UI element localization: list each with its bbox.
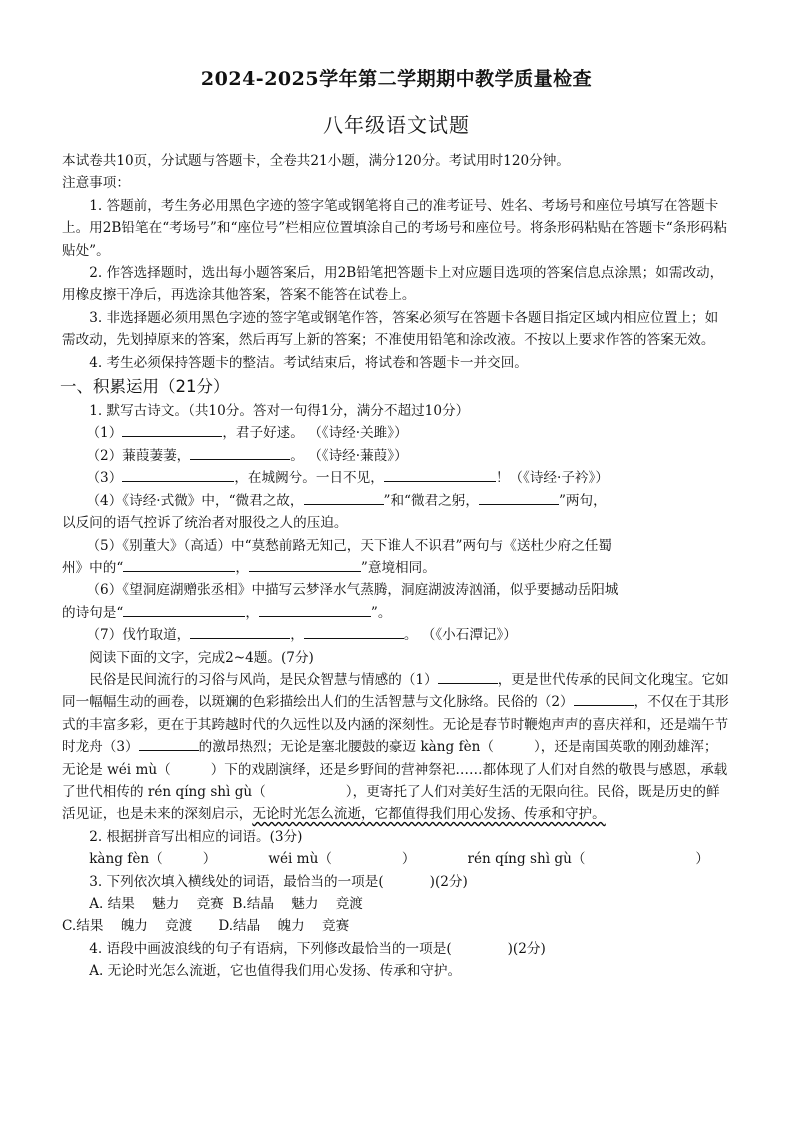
option-c[interactable]: C.结果 魄力 竞渡 [62, 918, 193, 935]
intro-line: 本试卷共10页，分试题与答题卡，全卷共21小题，满分120分。考试用时120分钟。 [62, 153, 570, 169]
passage-text: ，更是世代传承的民间文化瑰宝。它如同一幅幅生动的画卷，以斑斓的色彩描绘出人们的生活智慧与文化脉络。民俗的（2） [62, 671, 729, 711]
q1-item-3-text: ，在城阙兮。一日不见， [234, 470, 384, 487]
q1-item-4-cont: 以反问的语气控诉了统治者对服役之人的压迫。 [62, 515, 348, 532]
passage-text: 民俗是民间流行的习俗与风尚，是民众智慧与情感的（1） [89, 671, 438, 688]
notice-title: 注意事项： [62, 175, 130, 192]
q4-stem-text: 4. 语段中画波浪线的句子有语病，下列修改最恰当的一项是( [89, 940, 452, 957]
q1-item-5: （5）《别董大》（高适）中“莫愁前路无知己，天下谁人不识君”两句与《送杜少府之任蜀 [86, 537, 612, 554]
passage-text: 的激昂热烈；无论是塞北腰鼓的豪迈 kàng fèn（ [198, 739, 494, 756]
q3-score: )(2分) [429, 873, 468, 890]
passage-text: ，不仅在于其形式的丰富多彩，更在于其跨越时代的久远性以及内涵的深刻性。无论是春节时鞭炮声声的喜庆祥和，还是端午节时龙舟（3） [62, 694, 729, 756]
q1-item-5-text: 州》中的“ [62, 559, 124, 576]
q1-item-5-cont [62, 557, 730, 579]
option-d[interactable]: D.结晶 魄力 竞赛 [218, 918, 350, 935]
option-a[interactable]: A. 结果 魅力 竞赛 [89, 896, 224, 912]
q1-item-7 [62, 624, 730, 646]
paren-close: ） [202, 851, 217, 868]
notice-item-1: 1. 答题前，考生务必用黑色字迹的签字笔或钢笔将自己的准考证号、姓名、考场号和座位号填写在答题卡上。用2B铅笔在“考场号”和“座位号”栏相应位置填涂自己的考场号和座位号。将条形码粘贴在答题卡“条形码粘贴处”。 [62, 197, 728, 259]
q1-item-3 [62, 467, 730, 489]
q1-item-3-source: ！（《诗经·子衿》） [495, 470, 609, 487]
paren-close: ） [401, 851, 416, 868]
answer-blank[interactable] [190, 445, 290, 460]
q3-options-ab [62, 893, 730, 915]
pinyin-label: kàng fèn（ [89, 851, 163, 868]
q1-item-1-text: ，君子好逑。 （《诗经·关雎》） [222, 425, 408, 442]
q1-item-2 [62, 445, 730, 467]
option-b[interactable]: B.结晶 魅力 竞渡 [232, 896, 363, 912]
q1-item-6-cont [62, 602, 730, 624]
q1-item-6-post: ”。 [370, 604, 392, 621]
answer-blank[interactable] [123, 602, 245, 617]
reading-passage [62, 669, 730, 826]
answer-blank[interactable] [122, 467, 234, 482]
q3-stem [62, 871, 730, 893]
q1-item-2-source: 。 （《诗经·蒹葭》） [290, 447, 408, 464]
q1-stem: 1. 默写古诗文。（共10分。答对一句得1分，满分不超过10分） [89, 403, 470, 420]
q1-item-2-text: （2）蒹葭萋萋， [86, 447, 191, 464]
answer-blank[interactable] [304, 624, 404, 639]
q1-item-6-text: 的诗句是“ [62, 604, 124, 621]
pinyin-label: rén qíng shì gù（ [467, 851, 586, 868]
q1-item-3-num: （3） [86, 470, 123, 487]
q1-item-4-post: ”两句， [558, 492, 607, 509]
q1-item-6: （6）《望洞庭湖赠张丞相》中描写云梦泽水气蒸腾，洞庭湖波涛汹涌，似乎要撼动岳阳城 [86, 582, 619, 599]
paren-close: ） [695, 851, 710, 868]
q3-options-cd [62, 915, 730, 937]
answer-blank[interactable] [190, 624, 290, 639]
q1-item-5-mid: ， [235, 559, 249, 576]
q4-option-a[interactable]: A. 无论时光怎么流逝，它也值得我们用心发扬、传承和守护。 [89, 963, 462, 980]
answer-blank[interactable] [384, 467, 496, 482]
answer-blank[interactable] [249, 557, 361, 572]
answer-blank[interactable] [123, 557, 235, 572]
wavy-underlined-sentence: 无论时光怎么流逝，它都值得我们用心发扬、传承和守护。 [252, 806, 606, 823]
q1-item-1 [62, 422, 730, 444]
reading-intro: 阅读下面的文字，完成2~4题。(7分) [89, 649, 314, 666]
answer-blank[interactable] [259, 602, 371, 617]
q1-item-6-mid: ， [245, 604, 259, 621]
q2-pinyin-row [62, 848, 730, 870]
exam-content [62, 150, 730, 983]
q4-stem [62, 938, 730, 960]
q1-item-4-text: （4）《诗经·式微》中，“微君之故， [86, 492, 304, 509]
notice-item-2: 2. 作答选择题时，选出每小题答案后，用2B铅笔把答题卡上对应题目选项的答案信息点涂黑；如需改动，用橡皮擦干净后，再选涂其他答案，答案不能答在试卷上。 [62, 265, 724, 304]
q4-score: )(2分) [507, 940, 546, 957]
q1-item-7-text: （7）伐竹取道， [86, 627, 191, 644]
exam-title: 2024-2025学年第二学期期中教学质量检查 [200, 68, 593, 90]
notice-item-4: 4. 考生必须保持答题卡的整洁。考试结束后，将试卷和答题卡一并交回。 [89, 354, 528, 371]
answer-blank[interactable] [479, 490, 559, 505]
section-heading: 一、积累运用（21分） [60, 377, 230, 397]
answer-blank[interactable] [574, 691, 634, 706]
passage-text: ）下的戏剧演绎，还是乡野间的营神祭祀……都体现了人们对自然的敬畏与感恩，承载了世代相传的 rén qíng shì gù（ [62, 761, 728, 800]
q1-item-4 [62, 490, 730, 512]
notice-item-3: 3. 非选择题必须用黑色字迹的签字笔或钢笔作答，答案必须写在答题卡各题目指定区域内相应位置上；如需改动，先划掉原来的答案，然后再写上新的答案；不准使用铅笔和涂改液。不按以上要求作答的答案无效。 [62, 309, 719, 349]
passage-text: ），还是南国英歌的刚劲雄浑；无论是 wéi mù（ [62, 739, 718, 778]
q1-item-7-source: 。 （《小石潭记》） [403, 627, 517, 644]
passage-text: ），更寄托了人们对美好生活的无限向往。民俗，既是历史的鲜活见证，也是未来的深刻启示， [62, 783, 720, 823]
answer-blank[interactable] [122, 422, 222, 437]
q3-stem-text: 3. 下列依次填入横线处的词语，最恰当的一项是( [89, 873, 384, 890]
q2-stem: 2. 根据拼音写出相应的词语。(3分) [89, 828, 303, 845]
q1-item-5-post: ”意境相同。 [360, 559, 436, 576]
q1-item-4-mid: ”和“微君之躬， [383, 492, 479, 509]
q1-item-1-num: （1） [86, 425, 123, 442]
answer-blank[interactable] [139, 736, 199, 751]
answer-blank[interactable] [438, 669, 498, 684]
answer-blank[interactable] [304, 490, 384, 505]
exam-subtitle: 八年级语文试题 [323, 113, 470, 137]
q1-item-7-mid: ， [290, 627, 304, 644]
pinyin-label: wéi mù（ [268, 851, 332, 868]
